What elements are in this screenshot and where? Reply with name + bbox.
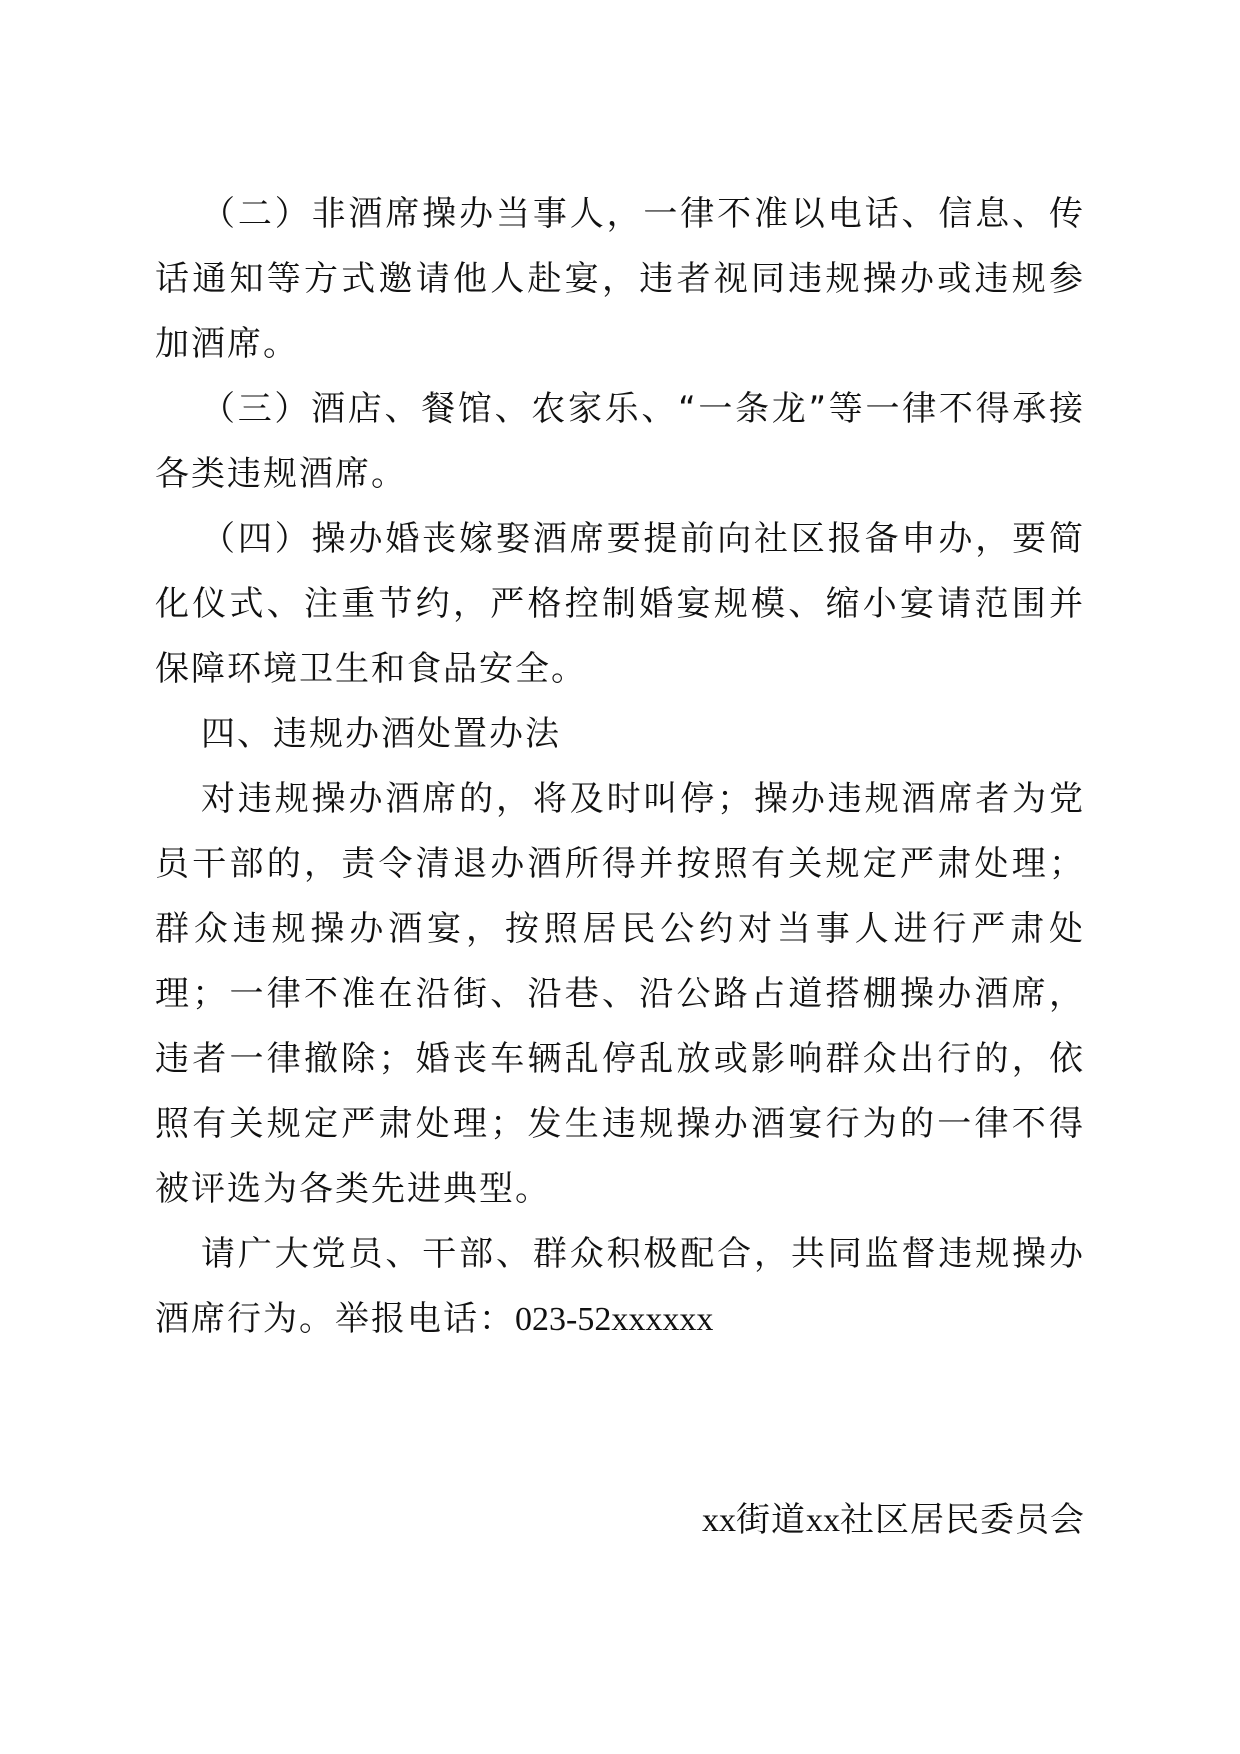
closing-text: 请广大党员、干部、群众积极配合，共同监督违规操办酒席行为。举报电话：: [155, 1234, 1085, 1339]
report-phone-number: 023-52xxxxxx: [515, 1301, 714, 1338]
signature-street: 街道: [736, 1500, 806, 1540]
paragraph-item-2: （二）非酒席操办当事人，一律不准以电话、信息、传话通知等方式邀请他人赴宴，违者视同违规操办或违规参加酒席。: [155, 194, 1085, 364]
section-heading: 四、违规办酒处置办法: [201, 714, 561, 754]
document-body: [155, 182, 1085, 1352]
signature: [702, 1495, 1085, 1546]
paragraph-closing: [155, 1222, 1085, 1352]
signature-community-prefix: xx: [806, 1502, 840, 1539]
signature-committee: 社区居民委员会: [840, 1500, 1085, 1540]
paragraph-penalties: 对违规操办酒席的，将及时叫停；操办违规酒席者为党员干部的，责令清退办酒所得并按照有关规定严肃处理；群众违规操办酒宴，按照居民公约对当事人进行严肃处理；一律不准在沿街、沿巷、沿公路占道搭棚操办酒席，违者一律撤除；婚丧车辆乱停乱放或影响群众出行的，依照有关规定严肃处理；发生违规操办酒宴行为的一律不得被评选为各类先进典型。: [155, 779, 1085, 1209]
paragraph-item-4: （四）操办婚丧嫁娶酒席要提前向社区报备申办，要简化仪式、注重节约，严格控制婚宴规模、缩小宴请范围并保障环境卫生和食品安全。: [155, 519, 1085, 689]
paragraph-item-3: （三）酒店、餐馆、农家乐、“一条龙”等一律不得承接各类违规酒席。: [155, 389, 1085, 494]
signature-street-prefix: xx: [702, 1502, 736, 1539]
